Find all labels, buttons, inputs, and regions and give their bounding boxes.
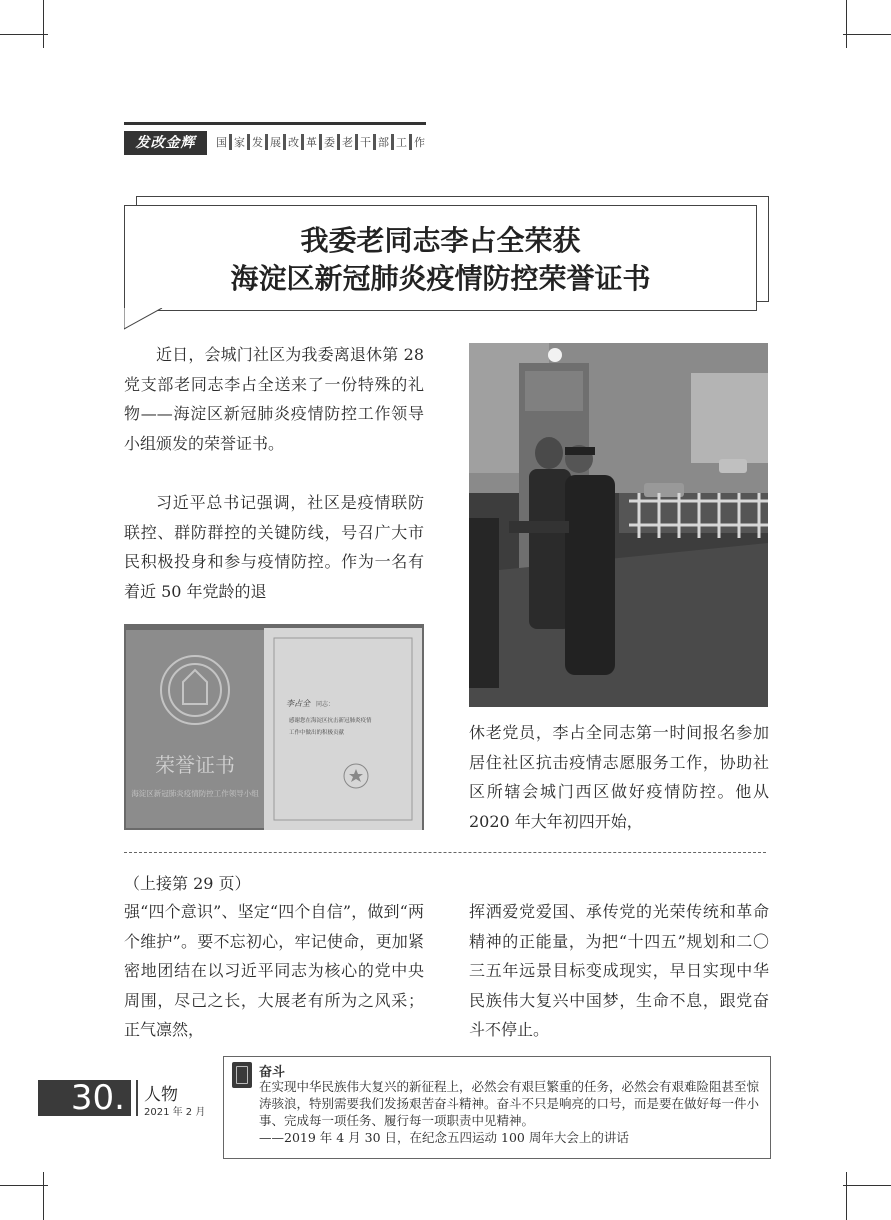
certificate-photo (124, 624, 424, 830)
quote-source: ——2019 年 4 月 30 日，在纪念五四运动 100 周年大会上的讲话 (259, 1130, 629, 1145)
column-subtitle: 国 家 发 展 改 革 委 老 干 部 工 作 (216, 136, 425, 149)
issue-date: 2021 年 2 月 (144, 1107, 206, 1118)
certificate-cover-issuer: 海淀区新冠肺炎疫情防控工作领导小组 (131, 789, 259, 798)
footer-divider (136, 1080, 138, 1116)
continued-note: （上接第 29 页） (124, 874, 251, 893)
article-title: 我委老同志李占全荣获 海淀区新冠肺炎疫情防控荣誉证书 (230, 224, 651, 295)
column-tag: 发改金辉 (124, 131, 207, 155)
page-number: 30. (38, 1080, 131, 1116)
quote-body (259, 1078, 765, 1146)
section-divider (124, 852, 766, 853)
magazine-name: 人物 (144, 1085, 178, 1105)
book-icon (232, 1062, 252, 1088)
paragraph-1: 近日，会城门社区为我委离退休第 28 党支部老同志李占全送来了一份特殊的礼物——海淀区新冠肺炎疫情防控工作领导小组颁发的荣誉证书。 (124, 345, 424, 453)
header-rule (124, 122, 426, 125)
certificate-recipient-suffix: 同志： (316, 701, 335, 708)
volunteer-photo (469, 343, 768, 707)
title-frame-notch (124, 308, 164, 330)
certificate-illustration (124, 624, 424, 830)
continued-right-column: 挥洒爱党爱国、承传党的光荣传统和革命精神的正能量，为把“十四五”规划和二〇三五年远景目标变成现实，早日实现中华民族伟大复兴中国梦，生命不息，跟党奋斗不停止。 (469, 902, 769, 1039)
certificate-recipient-name: 李占全 (286, 699, 310, 708)
paragraph-2: 习近平总书记强调，社区是疫情联防联控、群防群控的关键防线，号召广大市民积极投身和参与疫情防控。作为一名有着近 50 年党龄的退 (124, 493, 424, 601)
continued-left-column: 强“四个意识”、坚定“四个自信”，做到“两个维护”。要不忘初心，牢记使命，更加紧密地团结在以习近平同志为核心的党中央周围，尽己之长，大展老有所为之风采；正气凛然， (124, 902, 424, 1039)
paragraph-3: 休老党员，李占全同志第一时间报名参加居住社区抗击疫情志愿服务工作，协助社区所辖会城门西区做好疫情防控。他从 2020 年大年初四开始， (469, 723, 769, 831)
certificate-inner-line-1: 感谢您在海淀区抗击新冠肺炎疫情 (289, 718, 372, 724)
certificate-cover-title: 荣誉证书 (155, 753, 235, 777)
quote-title: 奋斗 (259, 1065, 286, 1080)
volunteer-photo-illustration (469, 343, 768, 707)
quote-text: 在实现中华民族伟大复兴的新征程上，必然会有艰巨繁重的任务，必然会有艰难险阻甚至惊涛骇浪，特别需要我们发扬艰苦奋斗精神。奋斗不只是响亮的口号，而是要在做好每一件小事、完成每一项任务、履行每一项职责中见精神。 (259, 1079, 760, 1128)
certificate-inner-line-2: 工作中做出的积极贡献 (289, 730, 345, 736)
